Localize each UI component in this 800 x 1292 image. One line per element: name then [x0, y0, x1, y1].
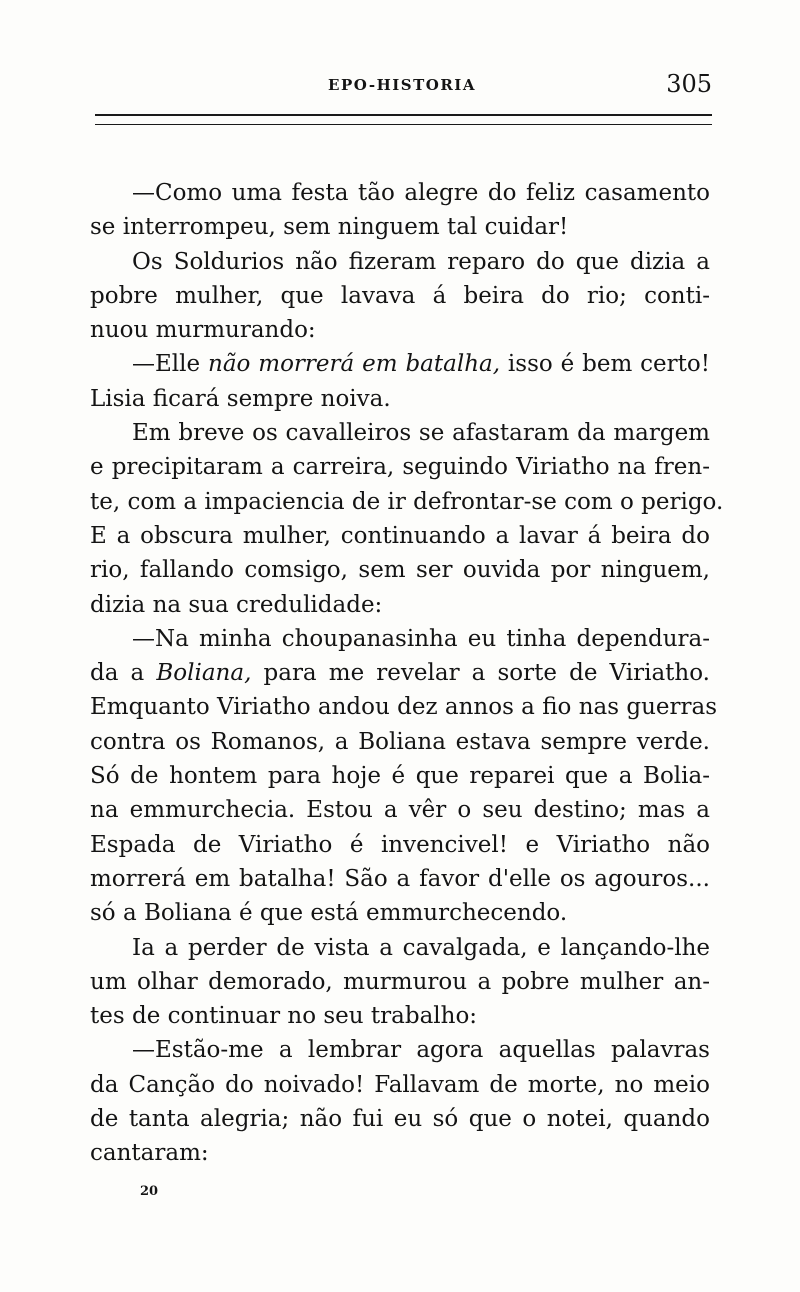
text-line	[90, 656, 710, 690]
text-line: morrerá em batalha! São a favor d'elle os agouros...	[90, 865, 710, 892]
text-segment: isso é bem certo!	[500, 351, 710, 378]
header-rule-top	[95, 114, 712, 116]
text-line: E a obscura mulher, continuando a lavar á beira do	[90, 522, 710, 549]
text-line: —Como uma festa tão alegre do feliz casamento	[132, 180, 710, 206]
italic-segment: Boliana,	[156, 660, 252, 687]
text-line: se interrompeu, sem ninguem tal cuidar!	[90, 214, 569, 241]
text-segment: para me revelar a sorte de Viriatho.	[251, 660, 710, 687]
text-line: um olhar demorado, murmurou a pobre mulher an-	[90, 968, 710, 995]
italic-segment: não morrerá em batalha,	[208, 351, 501, 378]
text-line	[90, 347, 710, 381]
text-line: de tanta alegria; não fui eu só que o notei, quando	[90, 1106, 710, 1133]
page-number: 305	[666, 70, 712, 98]
text-line: Espada de Viriatho é invencivel! e Viriatho não	[90, 831, 710, 858]
text-line: Os Soldurios não fizeram reparo do que dizia a	[132, 248, 710, 275]
text-line: na emmurchecia. Estou a vêr o seu destino; mas a	[90, 797, 710, 824]
body-text	[90, 176, 724, 1171]
text-line: Ia a perder de vista a cavalgada, e lançando-lhe	[132, 934, 710, 961]
text-line: nuou murmurando:	[90, 317, 316, 344]
text-line: e precipitaram a carreira, seguindo Viriatho na fren-	[90, 454, 710, 481]
text-line: Lisia ficará sempre noiva.	[90, 385, 391, 412]
text-line: tes de continuar no seu trabalho:	[90, 1003, 478, 1030]
running-head: EPO-HISTORIA	[328, 76, 476, 94]
text-line: pobre mulher, que lavava á beira do rio; conti-	[90, 282, 710, 309]
header-rule-bottom	[95, 124, 712, 125]
signature-mark: 20	[140, 1184, 159, 1199]
text-line: Emquanto Viriatho andou dez annos a fio nas guerras	[90, 694, 717, 721]
text-line: rio, fallando comsigo, sem ser ouvida por ninguem,	[90, 557, 710, 584]
text-line: Em breve os cavalleiros se afastaram da margem	[132, 420, 710, 447]
text-line: Só de hontem para hoje é que reparei que a Bolia-	[90, 763, 710, 790]
text-line: dizia na sua credulidade:	[90, 591, 383, 618]
text-line: te, com a impaciencia de ir defrontar-se com o perigo.	[90, 488, 724, 515]
text-line: da Canção do noivado! Fallavam de morte, no meio	[90, 1071, 710, 1098]
text-line: cantaram:	[90, 1140, 209, 1167]
text-segment: da a	[90, 660, 157, 687]
text-line: —Na minha choupanasinha eu tinha dependura-	[132, 625, 710, 652]
text-segment: —Elle	[132, 351, 209, 378]
text-line: contra os Romanos, a Boliana estava sempre verde.	[90, 728, 710, 755]
page-header	[92, 70, 712, 100]
text-line: só a Boliana é que está emmurchecendo.	[90, 900, 568, 927]
text-line: —Estão-me a lembrar agora aquellas palavras	[132, 1037, 710, 1064]
